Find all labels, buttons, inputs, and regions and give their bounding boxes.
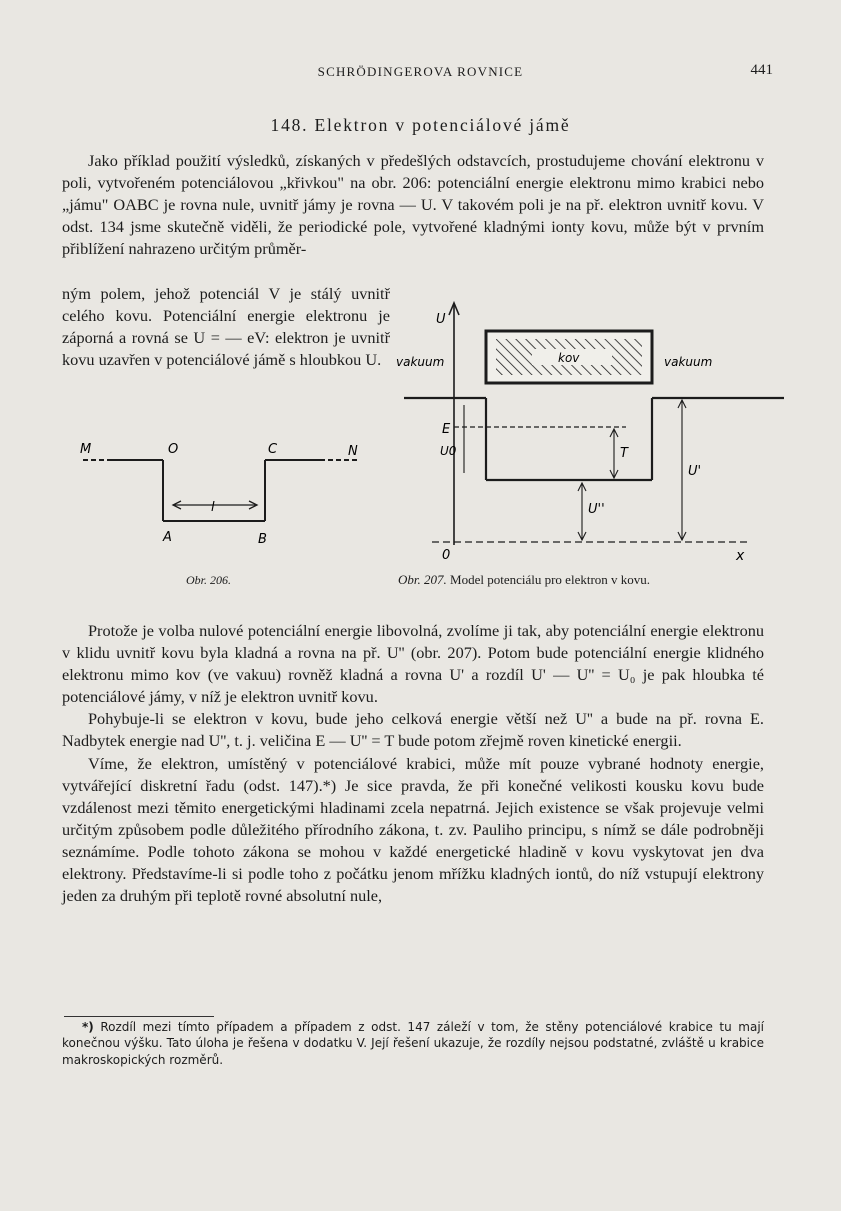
axis-label-U: U [436,312,446,327]
footnote-text: Rozdíl mezi tímto případem a případem z odst. 147 záleží v tom, že stěny potenciálové krabice tu mají konečnou výšku. Tato úloha je řešena v dodatku V. Její řešení ukazuje, že rozdíly nejsou podstatné, zvláště u krabice makroskopických rozměrů. [62,1020,764,1067]
label-E: E [442,422,451,437]
axis-label-x: x [736,548,745,564]
figure-207-caption [398,572,650,588]
intro-paragraph-top [62,150,764,260]
label-B: B [258,532,267,547]
figure-207-potential-model [392,295,792,565]
section-title: 148. Elektron v potenciálové jámě [270,115,571,135]
label-O: O [168,442,179,457]
label-vakuum-left: vakuum [396,355,445,369]
running-title: SCHRÖDINGEROVA ROVNICE [317,64,524,79]
intro-paragraph-wrapped [62,283,390,371]
label-A: A [163,530,172,545]
label-U-double-prime: U'' [588,502,605,517]
footnote [62,1019,764,1068]
label-C: C [268,442,278,457]
paragraph-zero-energy: Protože je volba nulové potenciální energie libovolná, zvolíme ji tak, aby potenciální energie elektronu v klidu uvnitř kovu byla kladná a rovna na př. U'' (obr. 207). Potom bude potenciální energie klidného elektronu mimo kov (ve vakuu) rovněž kladná a rovna U' a rozdíl U' — U'' = U₀ je pak hloubka té potenciálové jámy, v níž je elektron uvnitř kovu. [62,621,764,707]
page-number: 441 [750,62,773,78]
figure-206-caption: Obr. 206. [186,573,232,587]
label-M: M [80,442,92,457]
intro-text-part2: ným polem, jehož potenciál V je stálý uvnitř celého kovu. Potenciální energie elektronu je záporná a rovná se U = — eV: elektron je uvnitř kovu uzavřen v potenciálové jámě s hloubkou U. [62,284,390,370]
footnote-separator [64,1016,214,1017]
figure-206-potential-well [75,435,375,550]
label-kov: kov [558,351,580,365]
label-U0: U0 [440,444,457,458]
label-N: N [348,444,358,459]
figure-207-caption-number: Obr. 207. [398,572,447,587]
label-l: l [211,500,215,515]
origin-label: 0 [442,548,451,563]
label-T: T [620,446,628,461]
paragraph-pauli: Víme, že elektron, umístěný v potenciálové krabici, může mít pouze vybrané hodnoty energie, vytvářející diskretní řadu (odst. 147).*) Je sice pravda, že při konečné velikosti kousku kovu bude vzdálenost mezi těmito energetickými hladinami zcela nepatrná. Jejich existence se však projevuje velmi určitým způsobem podle důležitého přírodního zákona, t. zv. Pauliho principu, s nímž se dále podrobněji seznámíme. Podle tohoto zákona se mohou v každé energetické hladině v kovu vyskytovat jen dva elektrony. Představíme-li si podle toho z počátku jenom mřížku kladných iontů, do níž vstupují elektrony jeden za druhým při teplotě rovné absolutní nule, [62,753,764,906]
intro-text-part1: Jako příklad použití výsledků, získaných v předešlých odstavcích, prostudujeme chování elektronu v poli, vytvořeném potenciálovou „křivkou" na obr. 206: potenciální energie elektronu mimo krabici nebo „jámu" OABC je rovna nule, uvnitř jámy je rovna — U. V takovém poli je na př. elektron uvnitř kovu. V odst. 134 jsme skutečně viděli, že periodické pole, vytvořené kladnými ionty kovu, může být v prvním přiblížení nahrazeno určitým průměr- [62,151,764,259]
footnote-mark: *) [82,1020,94,1034]
figure-207-caption-text: Model potenciálu pro elektron v kovu. [450,572,651,587]
body-text [62,620,764,907]
label-vakuum-right: vakuum [664,355,713,369]
paragraph-kinetic-energy: Pohybuje-li se elektron v kovu, bude jeho celková energie větší než U'' a bude na př. rovna E. Nadbytek energie nad U'', t. j. veličina E — U'' = T bude potom zřejmě roven kinetické energii. [62,709,764,751]
label-U-prime: U' [688,464,702,479]
